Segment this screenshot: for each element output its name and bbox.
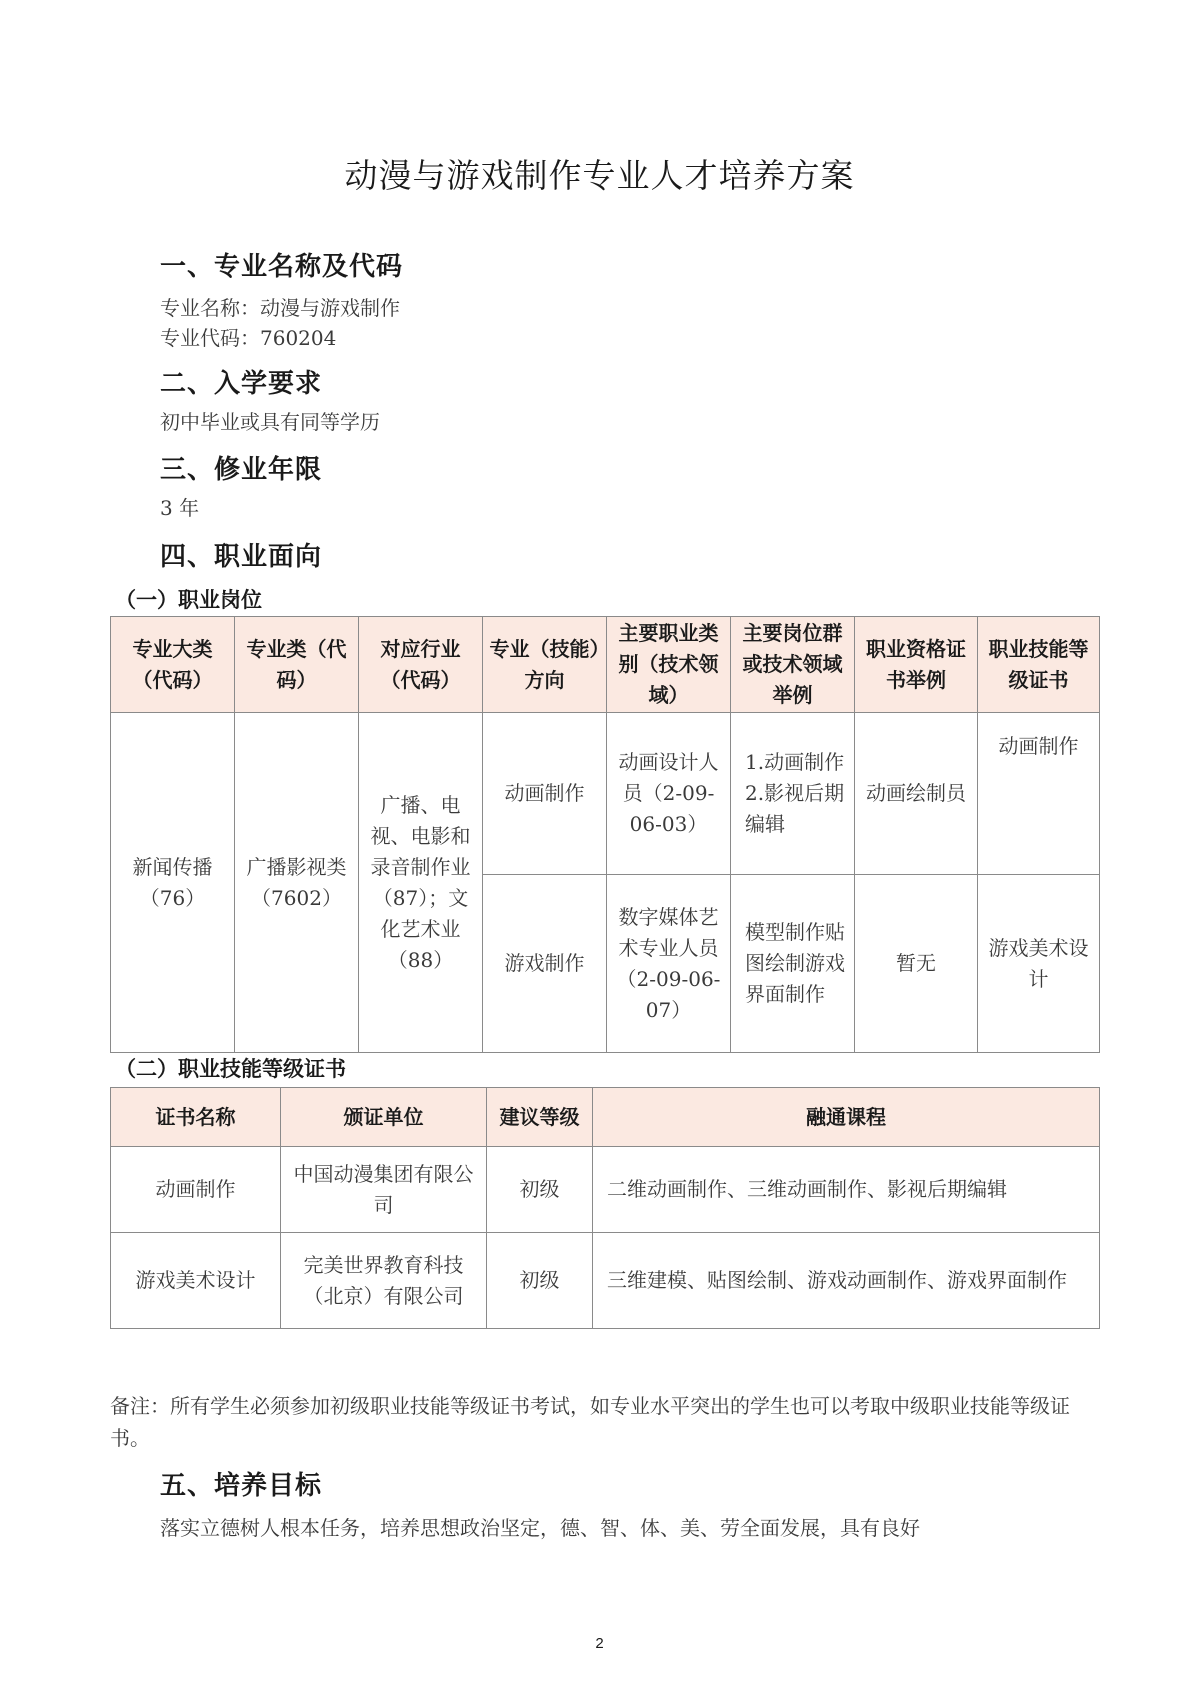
table-row [111,1147,1100,1233]
duration-text: 3 年 [160,496,200,520]
skill-cert-cell: 游戏美术设计 [978,875,1100,1053]
skill-cert-cell: 动画制作 [978,713,1100,875]
table-row [111,713,1100,875]
major-class-cell: 广播影视类（7602） [235,713,359,1053]
section2-heading: 二、入学要求 [160,369,323,399]
major-category-cell: 新闻传播（76） [111,713,235,1053]
major-code-line: 专业代码：760204 [160,326,337,350]
qualification-cell: 暂无 [855,875,978,1053]
remark-note: 备注：所有学生必须参加初级职业技能等级证书考试，如专业水平突出的学生也可以考取中级职业技能等级证书。 [110,1394,1070,1450]
qualification-cell: 动画绘制员 [855,713,978,875]
header-issuer: 颁证单位 [281,1088,487,1147]
admission-text: 初中毕业或具有同等学历 [160,410,380,434]
header-direction: 专业（技能）方向 [483,617,607,713]
positions-cell: 模型制作贴图绘制游戏界面制作 [731,875,855,1053]
issuer-cell: 中国动漫集团有限公司 [281,1147,487,1233]
header-major-category: 专业大类（代码） [111,617,235,713]
certificate-table [110,1087,1100,1329]
header-courses: 融通课程 [593,1088,1100,1147]
objective-text: 落实立德树人根本任务，培养思想政治坚定，德、智、体、美、劳全面发展，具有良好 [160,1516,920,1540]
occupation-cell: 动画设计人员（2-09-06-03） [607,713,731,875]
cert-name-cell: 游戏美术设计 [111,1233,281,1329]
industry-cell: 广播、电视、电影和录音制作业（87）；文化艺术业（88） [359,713,483,1053]
header-skill-cert: 职业技能等级证书 [978,617,1100,713]
section1-heading: 一、专业名称及代码 [160,252,404,282]
table-row [111,1233,1100,1329]
courses-cell: 二维动画制作、三维动画制作、影视后期编辑 [593,1147,1100,1233]
header-occupation: 主要职业类别（技术领域） [607,617,731,713]
issuer-cell: 完美世界教育科技（北京）有限公司 [281,1233,487,1329]
cert-name-cell: 动画制作 [111,1147,281,1233]
sub-heading-positions: （一）职业岗位 [115,588,262,612]
career-table [110,616,1100,1053]
sub-heading-certificates: （二）职业技能等级证书 [115,1057,346,1081]
level-cell: 初级 [487,1147,593,1233]
positions-cell: 1.动画制作 2.影视后期编辑 [731,713,855,875]
level-cell: 初级 [487,1233,593,1329]
header-major-class: 专业类（代码） [235,617,359,713]
header-positions: 主要岗位群或技术领域举例 [731,617,855,713]
section4-heading: 四、职业面向 [160,542,323,572]
direction-cell: 动画制作 [483,713,607,875]
courses-cell: 三维建模、贴图绘制、游戏动画制作、游戏界面制作 [593,1233,1100,1329]
page-number: 2 [595,1635,604,1652]
header-cert-name: 证书名称 [111,1088,281,1147]
header-industry: 对应行业（代码） [359,617,483,713]
major-name-line: 专业名称：动漫与游戏制作 [160,296,400,320]
occupation-cell: 数字媒体艺术专业人员（2-09-06-07） [607,875,731,1053]
document-title: 动漫与游戏制作专业人才培养方案 [344,156,855,195]
section5-heading: 五、培养目标 [160,1471,323,1501]
section3-heading: 三、修业年限 [160,455,323,485]
header-qualification: 职业资格证书举例 [855,617,978,713]
direction-cell: 游戏制作 [483,875,607,1053]
header-level: 建议等级 [487,1088,593,1147]
